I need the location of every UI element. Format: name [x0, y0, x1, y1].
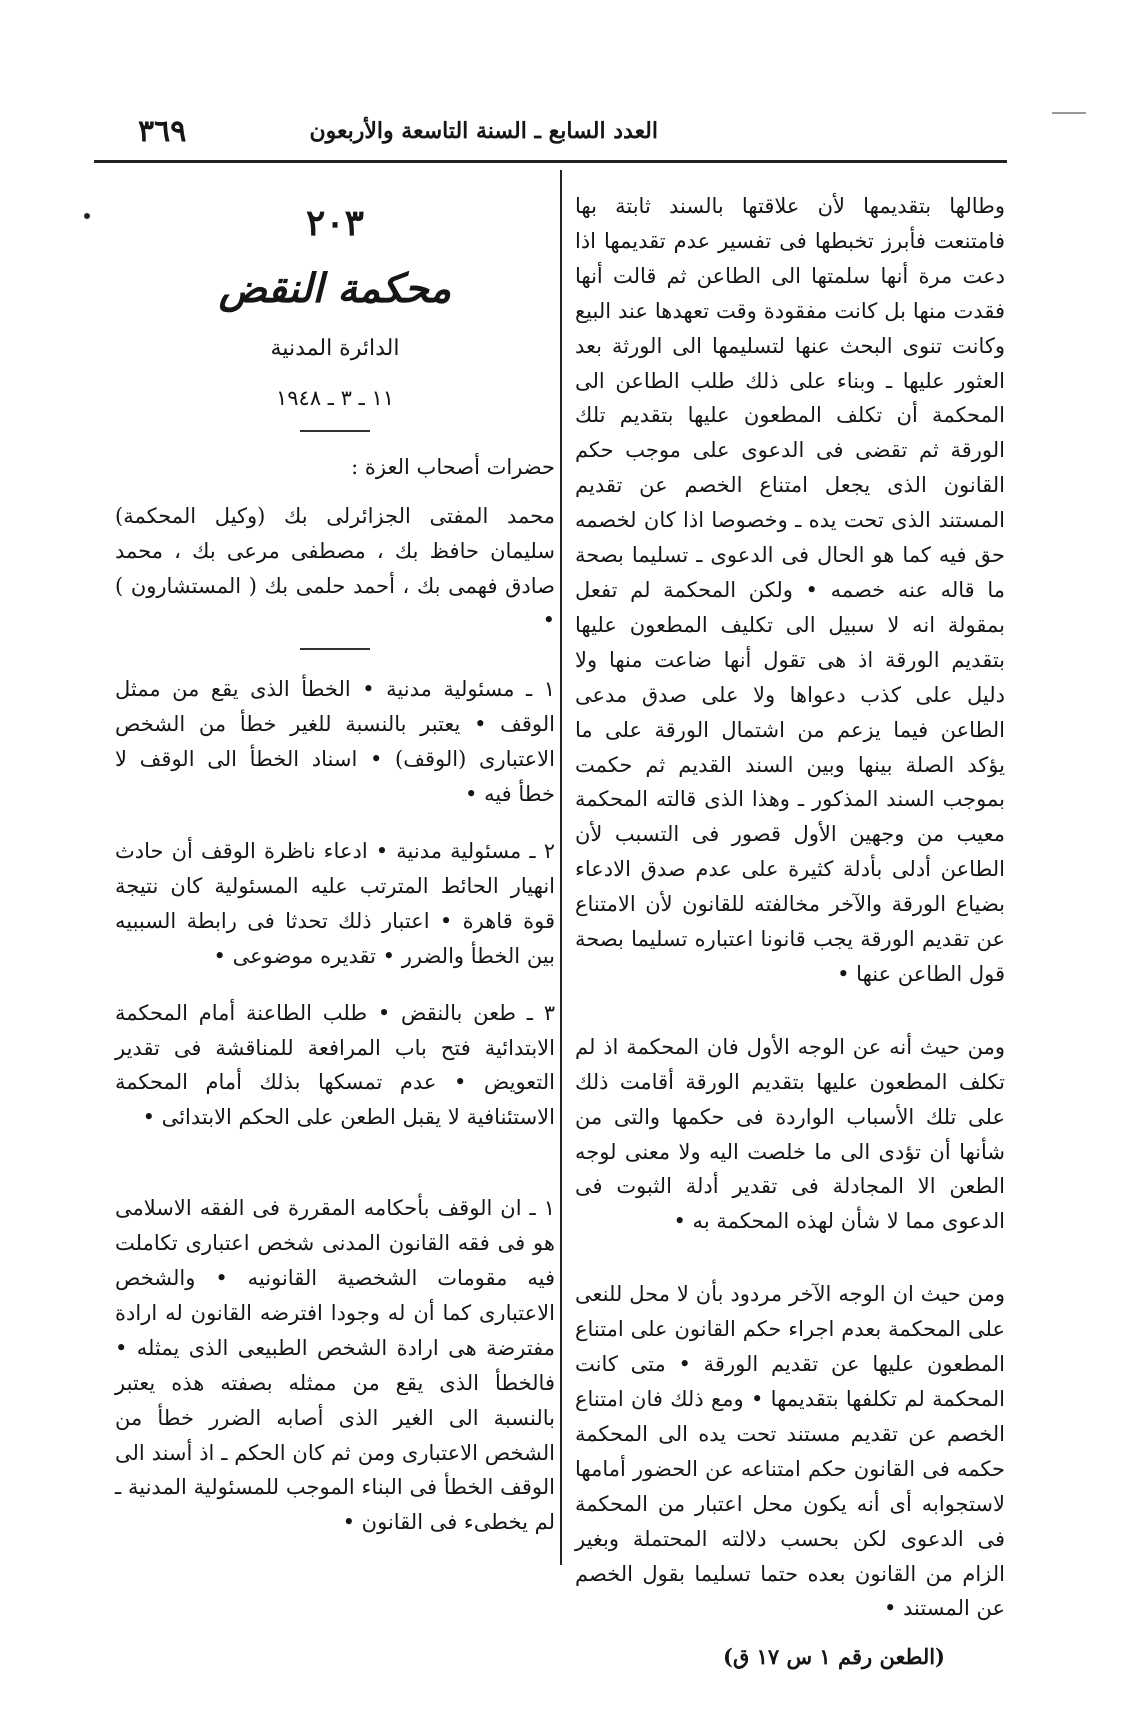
body-paragraph: ومن حيث أنه عن الوجه الأول فان المحكمة اذ لم تكلف المطعون عليها بتقديم الورقة أقامت ذلك على تلك الأسباب الواردة فى حكمها والتى من شأنها أن تؤدى الى ما خلصت اليه ولا معنى لوجه الطعن الا المجادلة فى تقدير أدلة الثبوت فى الدعوى مما لا شأن لهذه المحكمة به •	[575, 1034, 1005, 1234]
page-header	[108, 108, 1008, 156]
circuit-name: الدائرة المدنية	[270, 336, 400, 361]
section-rule	[300, 430, 370, 432]
court-members: محمد المفتى الجزائرلى بك (وكيل المحكمة) سليمان حافظ بك ، مصطفى مرعى بك ، محمد صادق فهمى بك ، أحمد حلمى بك ( المستشارون ) •	[115, 503, 555, 633]
session-date: ١١ ـ ٣ ـ ١٩٤٨	[276, 385, 394, 410]
body-paragraph: وطالها بتقديمها لأن علاقتها بالسند ثابتة بها فامتنعت فأبرز تخبطها فى تفسير عدم تقديمها اذا دعت مرة أنها سلمتها الى الطاعن ثم قالت أنها فقدت منها بل كانت مفقودة وقت تعهدها عند البيع وكانت تنوى البحث عنها لتسليمها الى الورثة بعد العثور عليها ـ وبناء على ذلك طلب الطاعن الى المحكمة أن تكلف المطعون عليها بتقديم تلك الورقة ثم تقضى فى الدعوى على موجب حكم القانون الذى يجعل امتناع الخصم عن تقديم المستند الذى تحت يده ـ وخصوصا اذا كان لخصمه حق فيه كما هو الحال فى الدعوى ـ تسليما بصحة ما قاله عنه خصمه • ولكن المحكمة لم تفعل بمقولة انه لا سبيل الى تكليف المطعون عليها بتقديم الورقة اذ هى تقول أنها ضاعت منها ولا دليل على كذب دعواها ولا على صدق مدعى الطاعن فيما يزعم من اشتمال الورقة على ما يؤكد الصلة بينها وبين السند القديم ثم حكمت بموجب السند المذكور ـ وهذا الذى قالته المحكمة معيب من وجهين الأول قصور فى التسبب لأن الطاعن أدلى بأدلة كثيرة على عدم صدق الادعاء بضياع الورقة والآخر مخالفته للقانون لأن الامتناع عن تقديم الورقة يجب قانونا اعتباره تسليما بصحة قول الطاعن عنها •	[575, 194, 1005, 986]
section-rule	[300, 648, 370, 650]
margin-dot	[84, 213, 90, 219]
case-number: ٢٠٣	[305, 202, 364, 244]
right-column	[575, 189, 1005, 1689]
column-divider	[560, 170, 562, 1565]
margin-dash	[1052, 112, 1086, 114]
headnote: ١ ـ مسئولية مدنية • الخطأ الذى يقع من ممثل الوقف • يعتبر بالنسبة للغير خطأ من الشخص الاعتبارى (الوقف) • اسناد الخطأ الى الوقف لا خطأ فيه •	[115, 677, 555, 807]
headnote: ٣ ـ طعن بالنقض • طلب الطاعنة أمام المحكمة الابتدائية فتح باب المرافعة للمناقشة فى تقدير التعويض • عدم تمسكها بذلك أمام المحكمة الاستئنافية لا يقبل الطعن على الحكم الابتدائى •	[115, 1000, 555, 1130]
headnote: ٢ ـ مسئولية مدنية • ادعاء ناظرة الوقف أن حادث انهيار الحائط المترتب عليه المسئولية كان نتيجة قوة قاهرة • اعتبار ذلك تحدثا فى رابطة السببيه بين الخطأ والضرر • تقديره موضوعى •	[115, 838, 555, 968]
case-citation: (الطعن رقم ١ س ١٧ ق)	[723, 1644, 945, 1670]
header-rule	[94, 160, 1007, 163]
court-name: محكمة النقض	[218, 265, 452, 312]
page-number: ٣٦٩	[138, 114, 187, 149]
legal-principle: ١ ـ ان الوقف بأحكامه المقررة فى الفقه الاسلامى هو فى فقه القانون المدنى شخص اعتبارى تكاملت فيه مقومات الشخصية القانونيه • والشخص الاعتبارى كما أن له وجودا افترضه القانون له ارادة مفترضة هى ارادة الشخص الطبيعى الذى يمثله • فالخطأ الذى يقع من ممثله بصفته هذه يعتبر بالنسبة الى الغير الذى أصابه الضرر خطأ من الشخص الاعتبارى ومن ثم كان الحكم ـ اذ أسند الى الوقف الخطأ فى البناء الموجب للمسئولية المدنية ـ لم يخطىء فى القانون •	[115, 1196, 555, 1535]
body-paragraph: ومن حيث ان الوجه الآخر مردود بأن لا محل للنعى على المحكمة بعدم اجراء حكم القانون على امتناع المطعون عليها عن تقديم الورقة • متى كانت المحكمة لم تكلفها بتقديمها • ومع ذلك فان امتناع الخصم عن تقديم مستند تحت يده الى المحكمة حكمه فى القانون حكم امتناعه عن الحضور أمامها لاستجوابه أى أنه يكون محل اعتبار من المحكمة فى الدعوى لكن بحسب دلالته المحتملة وبغير الزام من القانون بعده حتما تسليما بقول الخصم عن المستند •	[575, 1282, 1005, 1621]
running-title: العدد السابع ـ السنة التاسعة والأربعون	[309, 118, 658, 144]
attendance-intro: حضرات أصحاب العزة :	[351, 454, 555, 479]
left-column	[115, 200, 555, 1554]
